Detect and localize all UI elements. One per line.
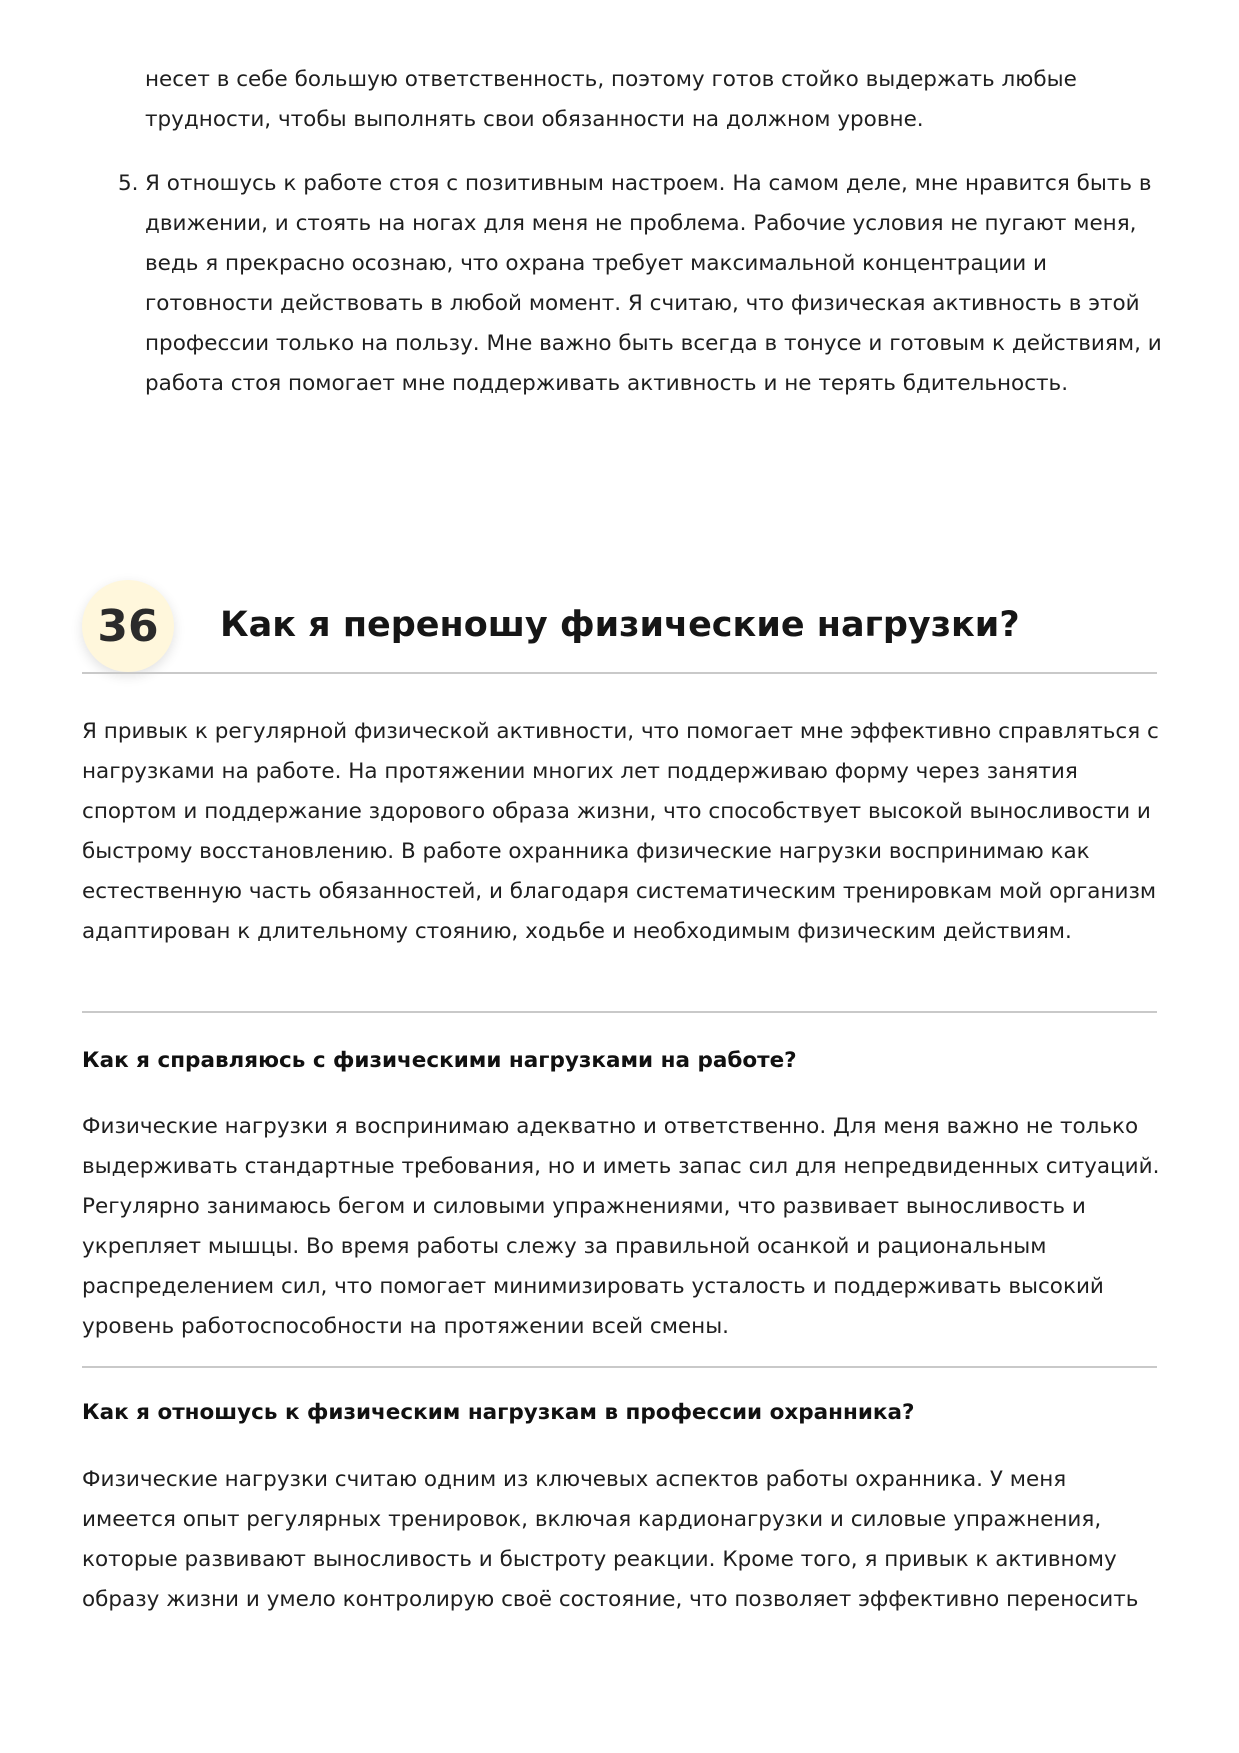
list-item [118, 164, 1168, 404]
qa-answer: Физические нагрузки считаю одним из ключевых аспектов работы охранника. У меня имеется опыт регулярных тренировок, включая кардионагрузки и силовые упражнения, которые развивают выносливость и быстроту реакции. Кроме того, я привык к активному образу жизни и умело контролирую своё состояние, что позволяет эффективно переносить [82, 1467, 1139, 1612]
section-title: Как я переношу физические нагрузки? [220, 605, 1020, 645]
section-number-badge: 36 [82, 580, 174, 672]
qa-divider [82, 1011, 1157, 1013]
section-divider [82, 672, 1157, 674]
section-header [82, 580, 1157, 682]
list-item-number: 5. [118, 171, 139, 196]
qa-divider [82, 1366, 1157, 1368]
continued-paragraph: несет в себе большую ответственность, поэтому готов стойко выдержать любые трудности, чтобы выполнять свои обязанности на должном уровне. [145, 67, 1077, 132]
list-item-text: Я отношусь к работе стоя с позитивным настроем. На самом деле, мне нравится быть в движении, и стоять на ногах для меня не проблема. Рабочие условия не пугают меня, ведь я прекрасно осознаю, что охрана требует максимальной концентрации и готовности действовать в любой момент. Я считаю, что физическая активность в этой профессии только на пользу. Мне важно быть всегда в тонусе и готовым к действиям, и работа стоя помогает мне поддерживать активность и не терять бдительность. [145, 171, 1162, 396]
qa-question: Как я справляюсь с физическими нагрузками на работе? [82, 1048, 797, 1073]
section-intro-paragraph: Я привык к регулярной физической активности, что помогает мне эффективно справляться с нагрузками на работе. На протяжении многих лет поддерживаю форму через занятия спортом и поддержание здорового образа жизни, что способствует высокой выносливости и быстрому восстановлению. В работе охранника физические нагрузки воспринимаю как естественную часть обязанностей, и благодаря систематическим тренировкам мой организм адаптирован к длительному стоянию, ходьбе и необходимым физическим действиям. [82, 719, 1159, 944]
qa-answer: Физические нагрузки я воспринимаю адекватно и ответственно. Для меня важно не только выдерживать стандартные требования, но и иметь запас сил для непредвиденных ситуаций. Регулярно занимаюсь бегом и силовыми упражнениями, что развивает выносливость и укрепляет мышцы. Во время работы слежу за правильной осанкой и рациональным распределением сил, что помогает минимизировать усталость и поддерживать высокий уровень работоспособности на протяжении всей смены. [82, 1114, 1160, 1339]
qa-question: Как я отношусь к физическим нагрузкам в профессии охранника? [82, 1400, 915, 1425]
